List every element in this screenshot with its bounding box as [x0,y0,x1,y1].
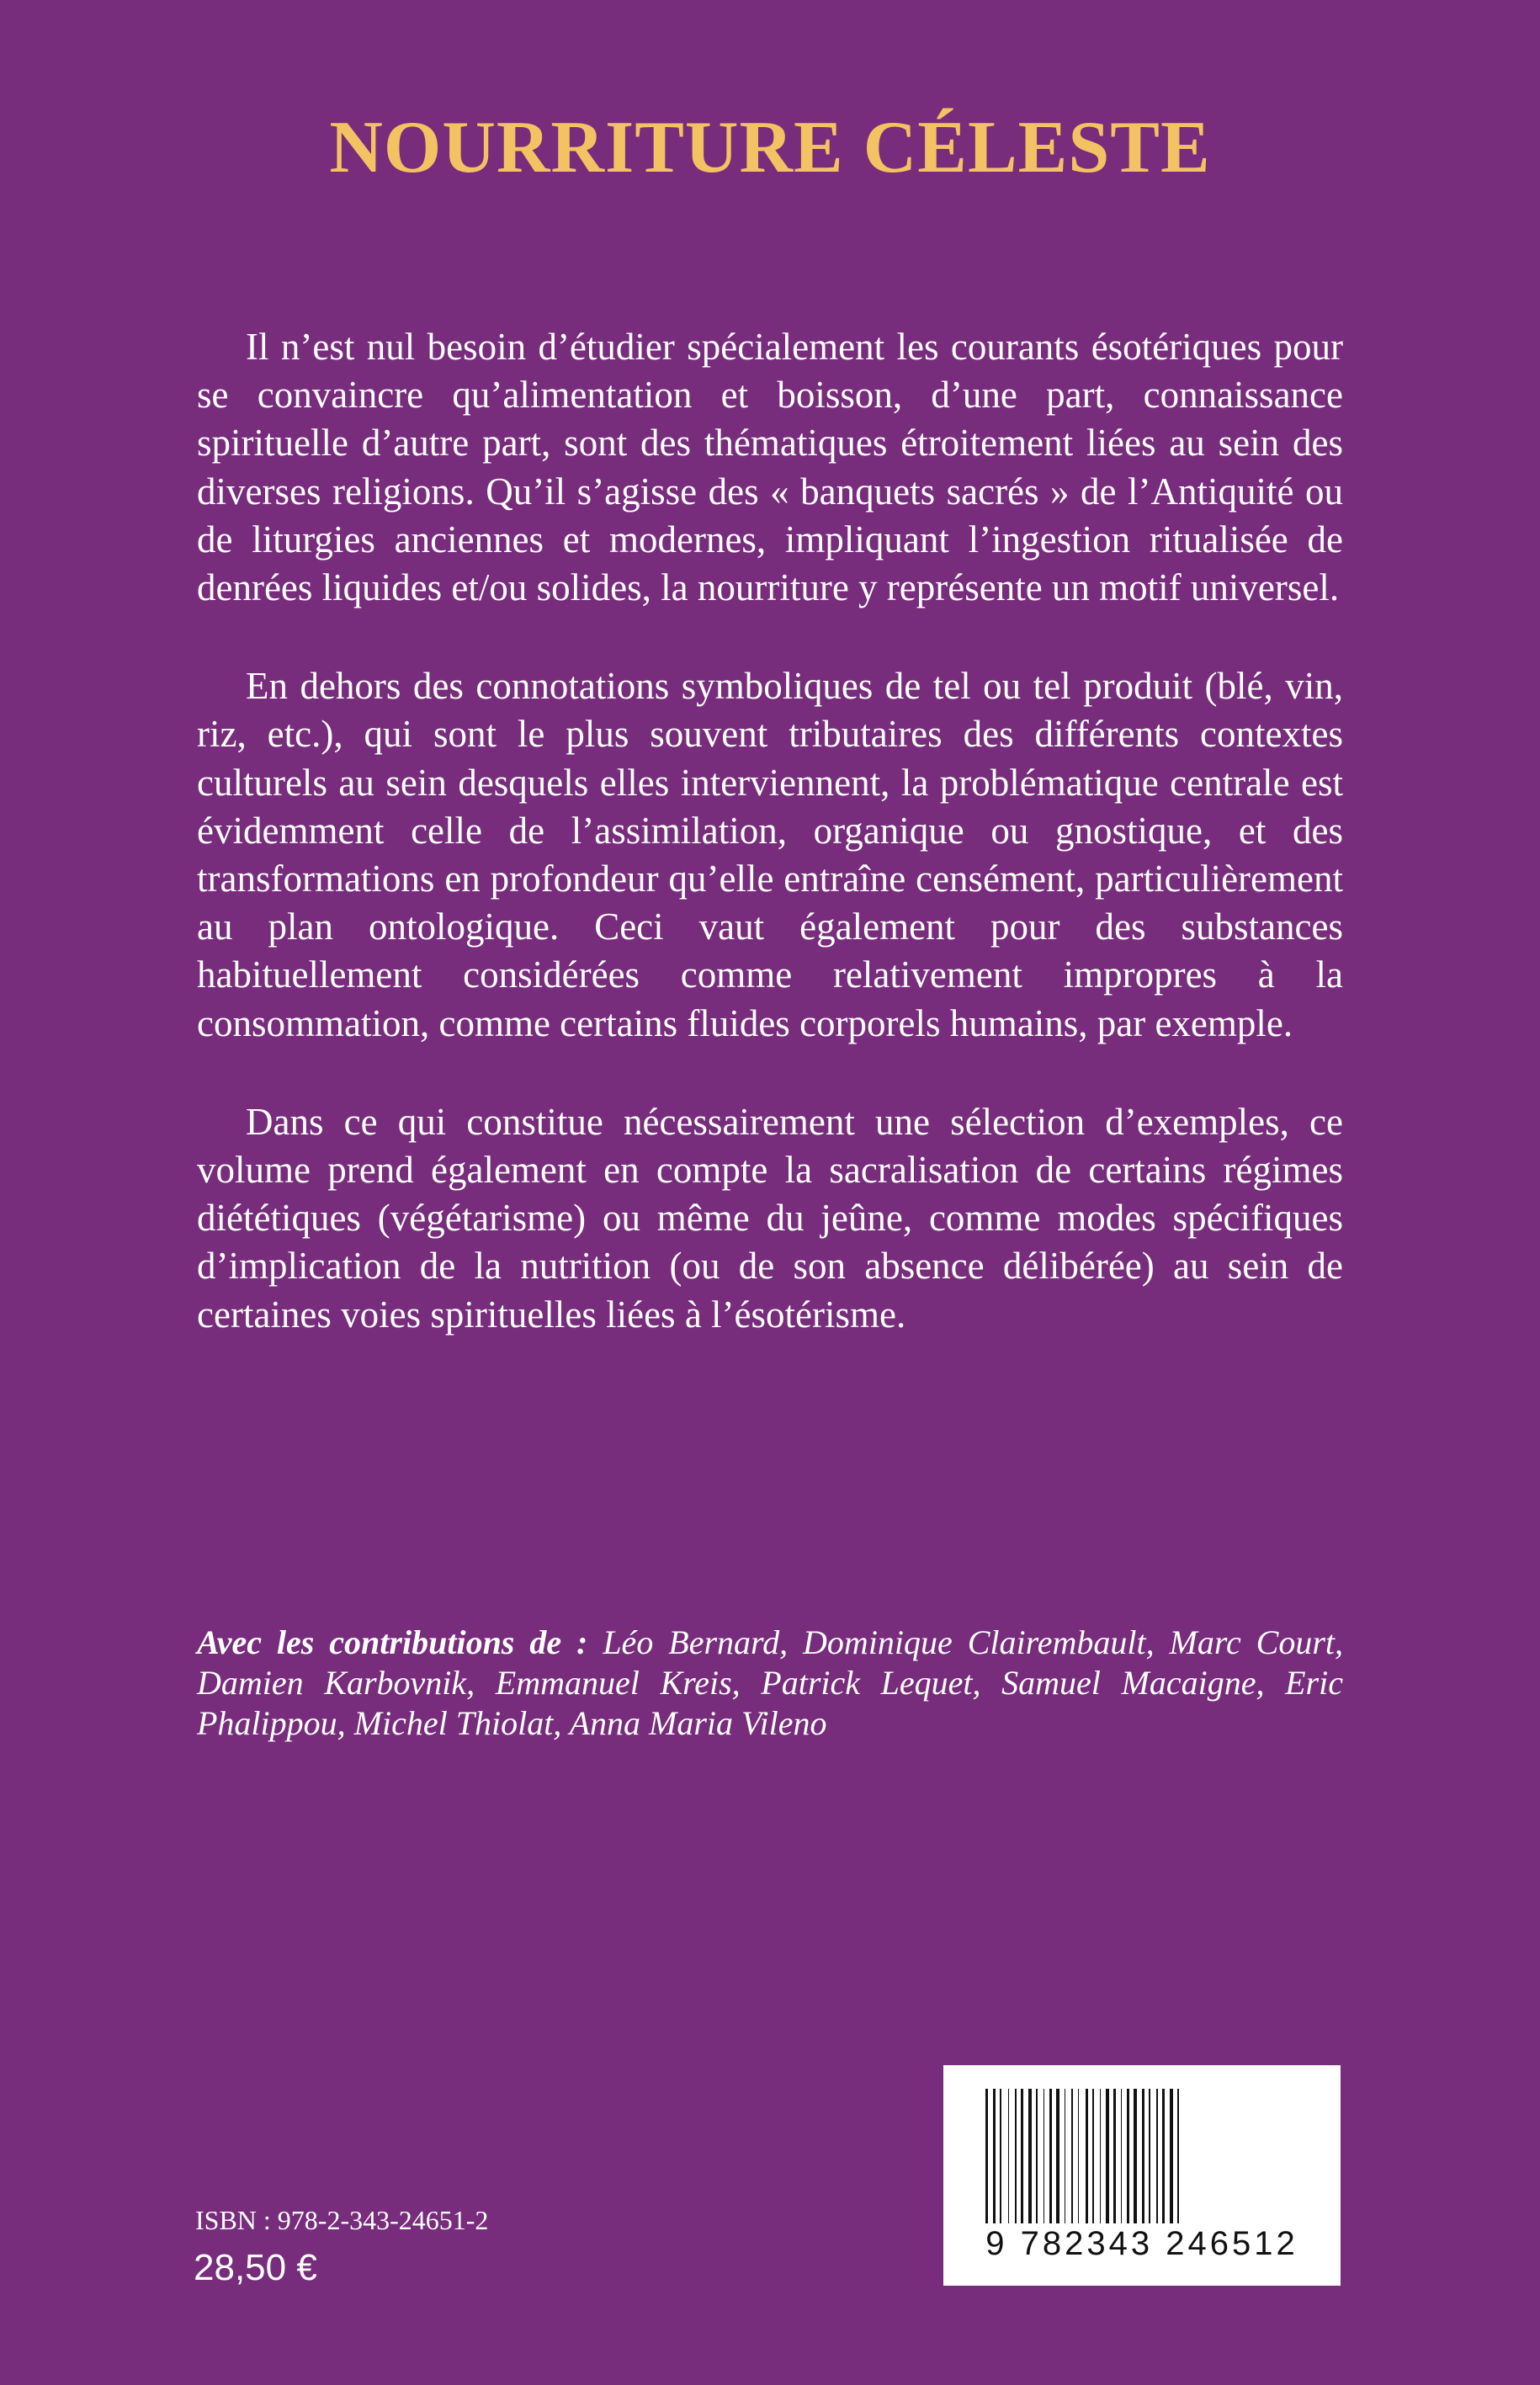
barcode-bar [1106,2089,1109,2223]
contributors-label: Avec les contributions de : [197,1623,588,1661]
barcode-bar [1149,2089,1150,2223]
barcode-bar [1008,2089,1009,2223]
price-label: 28,50 € [194,2247,317,2288]
barcode-bar [1086,2089,1088,2223]
barcode-bar [1078,2089,1079,2223]
blurb-paragraph: Il n’est nul besoin d’étudier spécialement les courants ésotériques pour se convaincre qu’alimentation et boisson, d’une part, connaissance spirituelle d’autre part, sont des thématiques étroitement liées au sein des diverses religions. Qu’il s’agisse des « banquets sacrés » de l’Antiquité ou de liturgies anciennes et modernes, impliquant l’ingestion ritualisée de denrées liquides et/ou solides, la nourriture y représente un motif universel. [197,326,1343,609]
barcode-bar [1127,2089,1129,2223]
blurb-paragraph: Dans ce qui constitue nécessairement une sélection d’exemples, ce volume prend également en compte la sacralisation de certains régimes diététiques (végétarisme) ou même du jeûne, comme modes spécifiques d’implication de la nutrition (ou de son absence délibérée) au sein de certaines voies spirituelles liées à l’ésotérisme. [197,1100,1343,1336]
barcode-bar [993,2089,996,2223]
barcode-bar [1162,2089,1165,2223]
barcode-bar [1043,2089,1044,2223]
barcode-panel [943,2065,1341,2286]
barcode-bar [1177,2089,1179,2223]
barcode-bar [1100,2089,1101,2223]
barcode-bar [1021,2089,1023,2223]
back-cover-blurb [197,323,1343,1389]
contributors-names: Léo Bernard, Dominique Clairembault, Marc Court, Damien Karbovnik, Emmanuel Kreis, Patrick Lequet, Samuel Macaigne, Eric Phalippou, Michel Thiolat, Anna Maria Vileno [197,1623,1344,1742]
barcode-bar [1049,2089,1052,2223]
barcode-bar [1156,2089,1158,2223]
barcode-bar [1071,2089,1073,2223]
barcode-bar [1036,2089,1038,2223]
barcode-bar [1092,2089,1094,2223]
blurb-paragraph: En dehors des connotations symboliques de tel ou tel produit (blé, vin, riz, etc.), qui sont le plus souvent tributaires des différents contextes culturels au sein desquels elles interviennent, la problématique centrale est évidemment celle de l’assimilation, organique ou gnostique, et des transformations en profondeur qu’elle entraîne censément, particulièrement au plan ontologique. Ceci vaut également pour des substances habituellement considérées comme relativement impropres à la consommation, comme certains fluides corporels humains, par exemple. [197,665,1343,1044]
barcode-bar [1113,2089,1116,2223]
barcode-bar [1056,2089,1059,2223]
book-title: NOURRITURE CÉLESTE [329,107,1211,189]
barcode-bar [1134,2089,1137,2223]
contributors-list [197,1623,1343,1744]
isbn-label: ISBN : 978-2-343-24651-2 [195,2205,489,2235]
barcode-bar [1170,2089,1173,2223]
barcode-bar [1015,2089,1017,2223]
barcode-bar [1142,2089,1144,2223]
barcode-bar [985,2089,988,2223]
barcode-bar [1000,2089,1001,2223]
barcode-bar [1121,2089,1122,2223]
barcode-digits: 9 782343 246512 [985,2225,1298,2262]
barcode-bar [1028,2089,1032,2223]
barcode-bars-graphic [985,2089,1298,2223]
